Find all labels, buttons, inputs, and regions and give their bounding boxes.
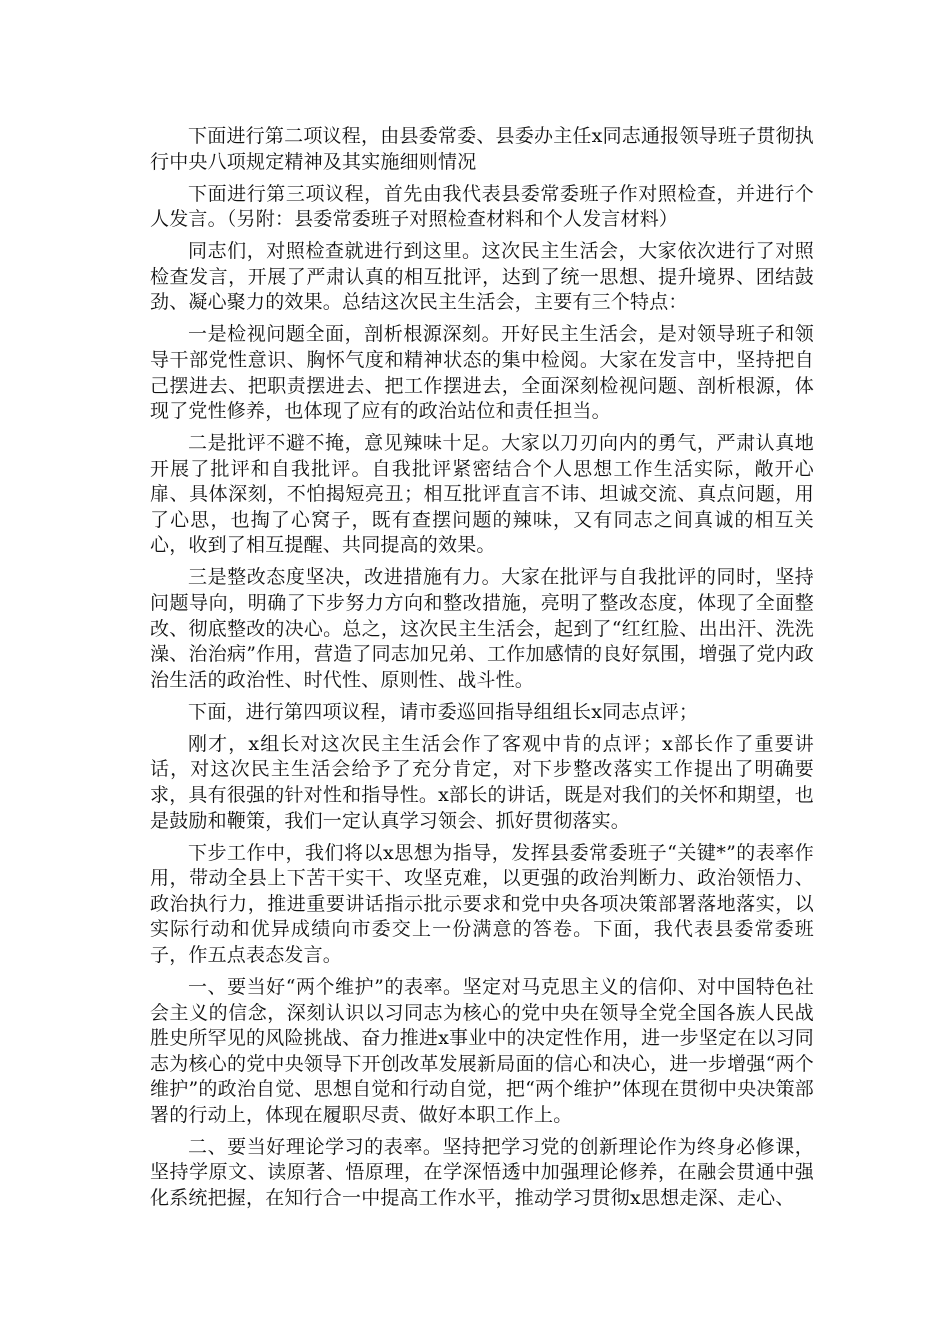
paragraph-agenda-item-4: 下面，进行第四项议程，请市委巡回指导组组长x同志点评； xyxy=(188,700,699,723)
paragraph-commitment-one: 一、要当好“两个维护”的表率。坚定对马克思主义的信仰、对中国特色社会主义的信念，深刻认识以习同志为核心的党中央在领导全党全国各族人民战胜史所罕见的风险挑战、奋力推进x事业中的决定性作用，进一步坚定在以习同志为核心的党中央领导下开创改革发展新局面的信心和决心，进一步增强“两个维护”的政治自觉、思想自觉和行动自觉，把“两个维护”体现在贯彻中央决策部署的行动上，体现在履职尽责、做好本职工作上。 xyxy=(150,975,814,1126)
paragraph-feature-two: 二是批评不避不掩，意见辣味十足。大家以刀刃向内的勇气，严肃认真地开展了批评和自我批评。自我批评紧密结合个人思想工作生活实际，敞开心扉、具体深刻，不怕揭短亮丑；相互批评直言不讳、坦诚交流、真点问题，用了心思，也掏了心窝子，既有查摆问题的辣味，又有同志之间真诚的相互关心，收到了相互提醒、共同提高的效果。 xyxy=(150,432,814,557)
paragraph-commitment-two: 二、要当好理论学习的表率。坚持把学习党的创新理论作为终身必修课，坚持学原文、读原著、悟原理，在学深悟透中加强理论修养，在融会贯通中强化系统把握，在知行合一中提高工作水平，推动学习贯彻x思想走深、走心、 xyxy=(150,1135,814,1210)
document-body xyxy=(150,124,814,1218)
paragraph-next-steps: 下步工作中，我们将以x思想为指导，发挥县委常委班子“关键*”的表率作用，带动全县上下苦干实干、攻坚克难，以更强的政治判断力、政治领悟力、政治执行力，推进重要讲话指示批示要求和党中央各项决策部署落地落实，以实际行动和优异成绩向市委交上一份满意的答卷。下面，我代表县委常委班子，作五点表态发言。 xyxy=(150,841,814,966)
paragraph-review-summary: 同志们，对照检查就进行到这里。这次民主生活会，大家依次进行了对照检查发言，开展了严肃认真的相互批评，达到了统一思想、提升境界、团结鼓劲、凝心聚力的效果。总结这次民主生活会，主要有三个特点： xyxy=(150,240,814,314)
paragraph-agenda-item-3: 下面进行第三项议程，首先由我代表县委常委班子作对照检查，并进行个人发言。（另附：县委常委班子对照检查材料和个人发言材料） xyxy=(150,182,814,231)
paragraph-feature-three: 三是整改态度坚决，改进措施有力。大家在批评与自我批评的同时，坚持问题导向，明确了下步努力方向和整改措施，亮明了整改态度，体现了全面整改、彻底整改的决心。总之，这次民主生活会，起到了“红红脸、出出汗、洗洗澡、治治病”作用，营造了同志加兄弟、工作加感情的良好氛围，增强了党内政治生活的政治性、时代性、原则性、战斗性。 xyxy=(150,566,814,691)
paragraph-feature-one: 一是检视问题全面，剖析根源深刻。开好民主生活会，是对领导班子和领导干部党性意识、胸怀气度和精神状态的集中检阅。大家在发言中，坚持把自己摆进去、把职责摆进去、把工作摆进去，全面深刻检视问题、剖析根源，体现了党性修养，也体现了应有的政治站位和责任担当。 xyxy=(150,323,814,423)
paragraph-agenda-item-2: 下面进行第二项议程，由县委常委、县委办主任x同志通报领导班子贯彻执行中央八项规定精神及其实施细则情况 xyxy=(150,125,814,173)
paragraph-comment-response: 刚才，x组长对这次民主生活会作了客观中肯的点评；x部长作了重要讲话，对这次民主生活会给予了充分肯定，对下步整改落实工作提出了明确要求，具有很强的针对性和指导性。x部长的讲话，既是对我们的关怀和期望，也是鼓励和鞭策，我们一定认真学习领会、抓好贯彻落实。 xyxy=(150,732,814,832)
